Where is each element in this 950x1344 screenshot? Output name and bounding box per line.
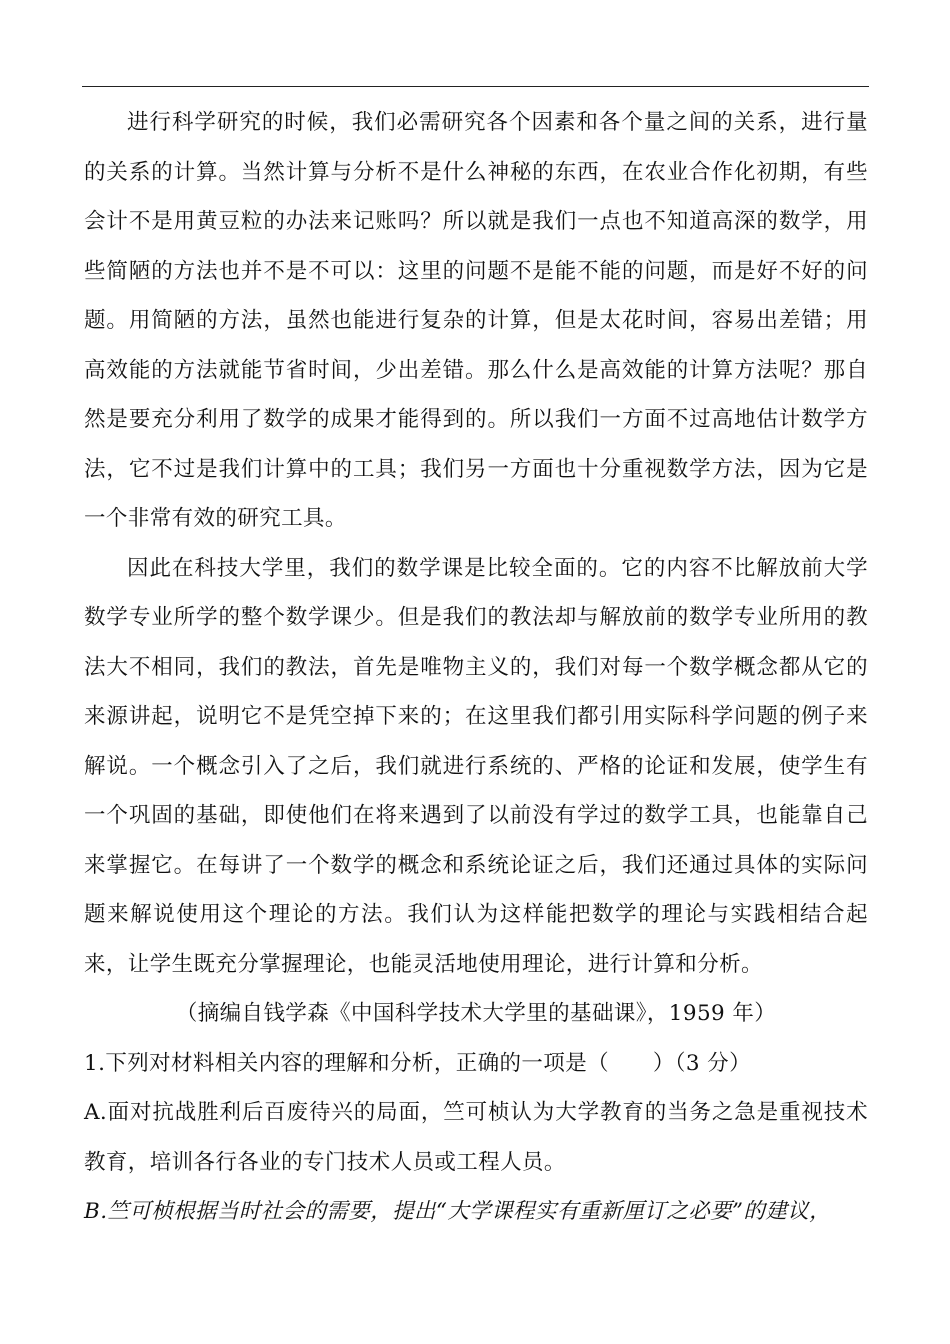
option-b: B.竺可桢根据当时社会的需要，提出“大学课程实有重新厘订之必要”的建议， — [84, 1199, 832, 1224]
option-a: A.面对抗战胜利后百废待兴的局面，竺可桢认为大学教育的当务之急是重视技术教育，培训各行各业的专门技术人员或工程人员。 — [84, 1100, 868, 1175]
document-body — [84, 98, 868, 1237]
article-source: （摘编自钱学森《中国科学技术大学里的基础课》，1959 年） — [175, 1001, 777, 1026]
question-stem: 1.下列对材料相关内容的理解和分析，正确的一项是（ ）（3 分） — [84, 1050, 751, 1076]
article-paragraph-1: 进行科学研究的时候，我们必需研究各个因素和各个量之间的关系，进行量的关系的计算。当然计算与分析不是什么神秘的东西，在农业合作化初期，有些会计不是用黄豆粒的办法来记账吗？所以就是我们一点也不知道高深的数学，用些简陋的方法也并不是不可以：这里的问题不是能不能的问题，而是好不好的问题。用简陋的方法，虽然也能进行复杂的计算，但是太花时间，容易出差错；用高效能的方法就能节省时间，少出差错。那么什么是高效能的计算方法呢？那自然是要充分利用了数学的成果才能得到的。所以我们一方面不过高地估计数学方法，它不过是我们计算中的工具；我们另一方面也十分重视数学方法，因为它是一个非常有效的研究工具。 — [84, 110, 868, 531]
header-rule — [82, 86, 869, 87]
article-paragraph-2: 因此在科技大学里，我们的数学课是比较全面的。它的内容不比解放前大学数学专业所学的整个数学课少。但是我们的教法却与解放前的数学专业所用的教法大不相同，我们的教法，首先是唯物主义的，我们对每一个数学概念都从它的来源讲起，说明它不是凭空掉下来的；在这里我们都引用实际科学问题的例子来解说。一个概念引入了之后，我们就进行系统的、严格的论证和发展，使学生有一个巩固的基础，即使他们在将来遇到了以前没有学过的数学工具，也能靠自己来掌握它。在每讲了一个数学的概念和系统论证之后，我们还通过具体的实际问题来解说使用这个理论的方法。我们认为这样能把数学的理论与实践相结合起来，让学生既充分掌握理论，也能灵活地使用理论，进行计算和分析。 — [84, 555, 868, 977]
